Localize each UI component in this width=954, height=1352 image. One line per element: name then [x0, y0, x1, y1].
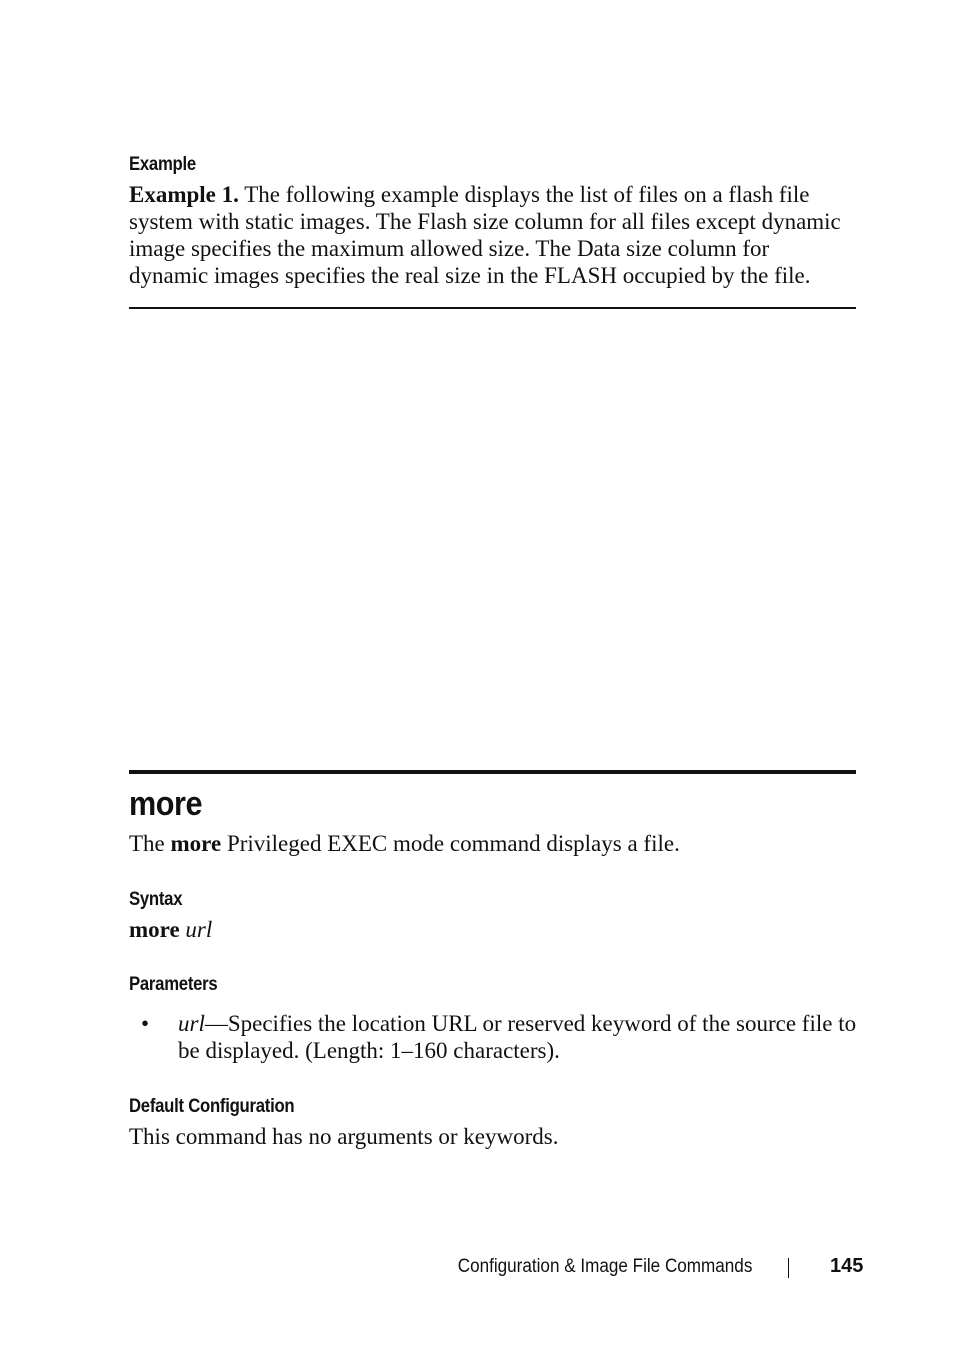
footer-separator — [788, 1258, 789, 1278]
syntax-argument: url — [185, 917, 213, 942]
default-config-heading: Default Configuration — [129, 1096, 295, 1117]
command-divider — [129, 770, 856, 774]
command-desc-pre: The — [129, 831, 171, 856]
footer-section-title: Configuration & Image File Commands — [457, 1256, 752, 1277]
syntax-command: more — [129, 917, 180, 942]
command-title: more — [129, 785, 203, 823]
page-number: 145 — [830, 1255, 864, 1277]
example-line-3: image specifies the maximum allowed size. The Data size column for — [129, 236, 770, 261]
example-divider — [129, 307, 856, 309]
command-description — [129, 830, 680, 857]
example-line-1 — [129, 181, 841, 208]
example-line-2: system with static images. The Flash size column for all files except dynamic — [129, 209, 841, 234]
parameter-desc: —Specifies the location URL or reserved keyword of the source file to — [204, 1011, 857, 1036]
syntax-heading: Syntax — [129, 889, 183, 910]
parameter-name: url — [178, 1011, 205, 1036]
example-heading: Example — [129, 154, 196, 175]
syntax-line — [129, 916, 212, 943]
command-desc-keyword: more — [170, 831, 222, 856]
parameters-heading: Parameters — [129, 974, 218, 995]
parameter-line-2: be displayed. (Length: 1–160 characters). — [178, 1038, 560, 1063]
example-line-1-text: The following example displays the list of files on a flash file — [238, 182, 810, 207]
example-lead: Example 1. — [129, 182, 239, 207]
parameter-line-1 — [178, 1010, 856, 1037]
parameter-item — [178, 1010, 856, 1064]
example-line-4: dynamic images specifies the real size in the FLASH occupied by the file. — [129, 263, 811, 288]
command-desc-post: Privileged EXEC mode command displays a file. — [221, 831, 680, 856]
parameter-bullet: • — [141, 1011, 150, 1036]
default-config-text: This command has no arguments or keywords. — [129, 1124, 559, 1149]
example-paragraph — [129, 181, 841, 289]
